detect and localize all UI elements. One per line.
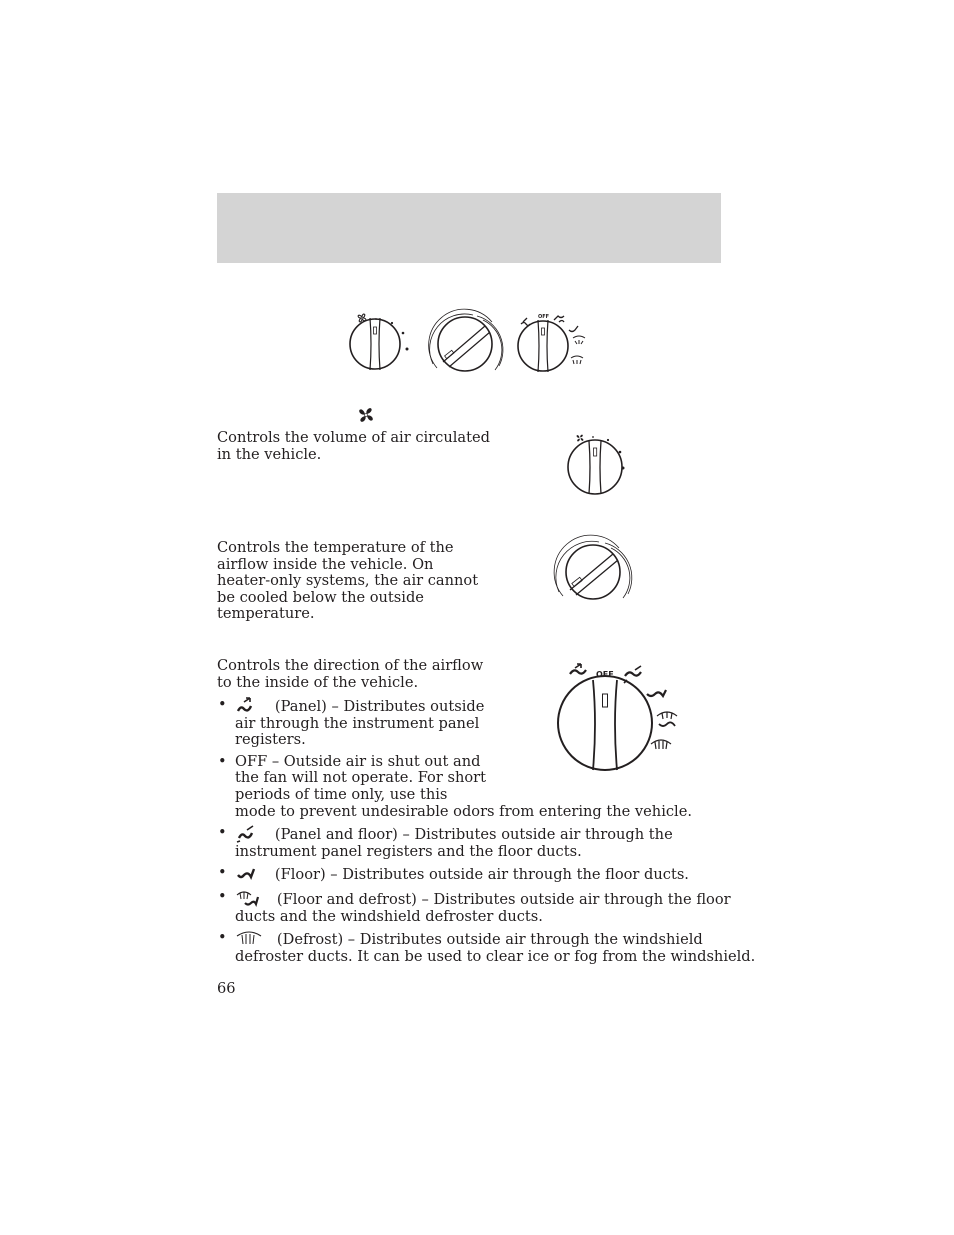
floor-defrost-mode-item: • (Floor and defrost) – Distributes outside air through the floor ducts and the windshield defroster ducts. [217,889,755,925]
defrost-icon [235,930,263,947]
page-number: 66 [217,980,236,997]
panel-vent-icon [235,697,261,714]
mode-options-list [217,697,755,965]
overview-off-label: OFF [538,314,550,320]
overview-fan-dial [350,314,409,370]
fan-speed-dial [560,430,630,500]
mode-dial-floor-icon [647,690,666,696]
off-mode-item: • OFF – Outside air is shut out and the fan will not operate. For short periods of time only, use this mode to prevent undesirable odors from entering the vehicle. [217,754,755,820]
mode-dial-panel-icon [570,664,586,674]
temperature-description: Controls the temperature of the airflow inside the vehicle. On heater-only systems, the air cannot be cooled below the outside temperature. [217,539,479,623]
panel-floor-vent-icon [235,825,261,842]
mode-dial-off-label: OFF [596,670,614,679]
overview-fan-icon [358,314,366,322]
fan-description: Controls the volume of air circulated in the vehicle. [217,429,490,463]
overview-controls-figure [345,310,595,380]
section-header-band [217,193,721,263]
panel-mode-item: • (Panel) – Distributes outside air through the instrument panel registers. [217,697,755,749]
mode-intro: Controls the direction of the airflow to the inside of the vehicle. [217,657,484,691]
floor-mode-item: • (Floor) – Distributes outside air through the floor ducts. [217,865,755,884]
floor-defrost-icon [235,889,263,907]
overview-temperature-dial [429,309,503,371]
defrost-mode-item: • (Defrost) – Distributes outside air through the windshield defroster ducts. It can be used to clear ice or fog from the windshield. [217,930,755,965]
fan-heading-icon [357,406,375,424]
temperature-dial [555,540,635,610]
panel-floor-mode-item: • (Panel and floor) – Distributes outside air through the instrument panel registers and the floor ducts. [217,825,755,860]
overview-mode-dial [518,314,585,372]
mode-dial-panel-floor-icon [624,666,641,683]
fan-dial-fan-icon [577,435,584,442]
floor-vent-icon [235,865,261,882]
